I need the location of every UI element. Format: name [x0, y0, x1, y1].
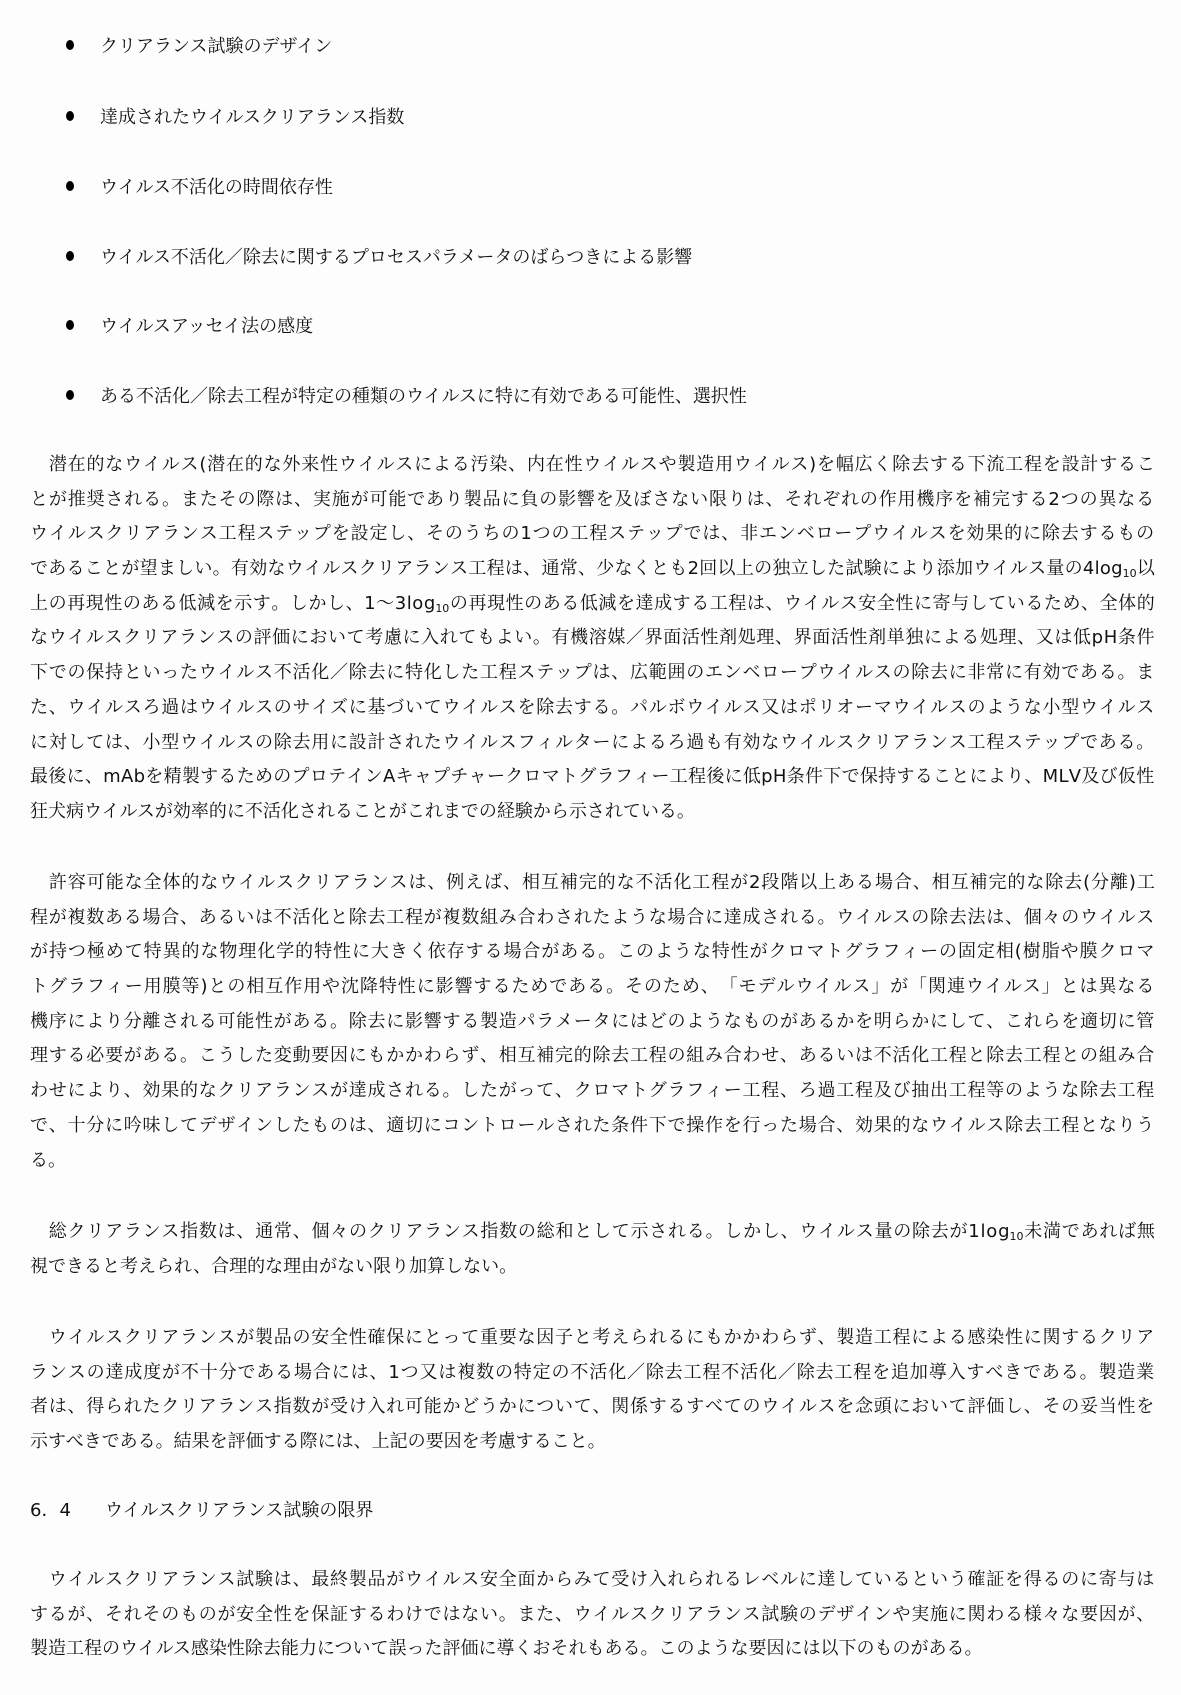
bullet-text: ウイルス不活化の時間依存性	[100, 177, 333, 198]
subscript: 10	[1122, 567, 1137, 581]
paragraph	[30, 448, 1155, 830]
text-line: で 、 十 分 に 吟 味 し て デ ザ イ ン し た も の は 、 適 切 に コ ン ト ロ ー ル さ れ た 条 件 下 で 操 作 を 行 っ た 場 合 、 効 果 的 な ウ イ ル ス 除 去 工 程 と な り う	[30, 1114, 1155, 1136]
bullet-item	[66, 30, 333, 60]
text-line: ラ ン ス の 達 成 度 が 不 十 分 で あ る 場 合 に は 、 1 つ 又 は 複 数 の 特 定 の 不 活 化 ／ 除 去 工 程 不 活 化 ／ 除 去 工 程 を 追 加 導 入 す べ き で あ る 。 製 造 業	[30, 1361, 1155, 1383]
text-line	[30, 1250, 1155, 1285]
line-text: 製造工程のウイルス感染性除去能力について誤った評価に導くおそれもある。このような要因には以下のものがある。	[30, 1638, 983, 1660]
text-line: 許 容 可 能 な 全 体 的 な ウ イ ル ス ク リ ア ラ ン ス は 、 例 え ば 、 相 互 補 完 的 な 不 活 化 工 程 が 2 段 階 以 上 あ る 場 合 、 相 互 補 完 的 な 除 去 ( 分 離 ) 工	[48, 872, 1155, 893]
section-title: ウイルスクリアランス試験の限界	[105, 1500, 374, 1521]
text-line: 総 ク リ ア ラ ン ス 指 数 は 、 通 常 、 個 々 の ク リ ア ラ ン ス 指 数 の 総 和 と し て 示 さ れ る 。 し か し 、 ウ イ ル ス 量 の 除 去 が 1 l o $g_{10}$ 未 満 で あ れ ば 無	[48, 1221, 1155, 1243]
text-line: 程 が 複 数 あ る 場 合 、 あ る い は 不 活 化 と 除 去 工 程 が 複 数 組 み 合 わ さ れ た よ う な 場 合 に 達 成 さ れ る 。 ウ イ ル ス の 除 去 法 は 、 個 々 の ウ イ ル ス	[30, 906, 1155, 928]
text-line: 理 す る 必 要 が あ る 。 こ う し た 変 動 要 因 に も か か わ ら ず 、 相 互 補 完 的 除 去 工 程 の 組 み 合 わ せ 、 あ る い は 不 活 化 工 程 と 除 去 工 程 と の 組 み 合	[30, 1045, 1155, 1067]
paragraph	[30, 1563, 1155, 1667]
bullet-item	[66, 310, 314, 340]
paragraph	[30, 1215, 1155, 1284]
text-line: と が 推 奨 さ れ る 。 ま た そ の 際 は 、 実 施 が 可 能 で あ り 製 品 に 負 の 影 響 を 及 ぼ さ な い 限 り は 、 そ れ ぞ れ の 作 用 機 序 を 補 完 す る 2 つ の 異 な る	[30, 488, 1155, 510]
section-number: 6．4	[30, 1500, 71, 1521]
text-line: で あ る こ と が 望 ま し い 。 有 効 な ウ イ ル ス ク リ ア ラ ン ス 工 程 は 、 通 常 、 少 な く と も 2 回 以 上 の 独 立 し た 試 験 に よ り 添 加 ウ イ ル ス 量 の 4 l o $g_{10}$ 以	[30, 558, 1155, 581]
text-line	[30, 795, 1155, 830]
bullet-dot-icon	[66, 181, 74, 191]
text-line: 最 後 に 、 m A b を 精 製 す る た め の プ ロ テ イ ン A キ ャ プ チ ャ ー ク ロ マ ト グ ラ フ ィ ー 工 程 後 に 低 p H 条 件 下 で 保 持 す る こ と に よ り 、 M L V 及 び 仮 性	[30, 766, 1155, 788]
subscript: 10	[435, 601, 450, 615]
paragraph	[30, 1321, 1155, 1460]
text-line: 上 の 再 現 性 の あ る 低 減 を 示 す 。 し か し 、 1 ～ 3 l o $g_{10}$ の 再 現 性 の あ る 低 減 を 達 成 す る 工 程 は 、 ウ イ ル ス 安 全 性 に 寄 与 し て い る た め 、 全 体 的	[30, 592, 1155, 615]
bullet-dot-icon	[66, 40, 74, 50]
bullet-text: クリアランス試験のデザイン	[100, 36, 333, 57]
line-text: る。	[30, 1149, 66, 1171]
text-line: 者 は 、 得 ら れ た ク リ ア ラ ン ス 指 数 が 受 け 入 れ 可 能 か ど う か に つ い て 、 関 係 す る す べ て の ウ イ ル ス を 念 頭 に お い て 評 価 し 、 そ の 妥 当 性 を	[30, 1396, 1155, 1418]
text-line: 潜 在 的 な ウ イ ル ス ( 潜 在 的 な 外 来 性 ウ イ ル ス に よ る 汚 染 、 内 在 性 ウ イ ル ス や 製 造 用 ウ イ ル ス ) を 幅 広 く 除 去 す る 下 流 工 程 を 設 計 す る こ	[48, 454, 1155, 475]
line-text: 狂犬病ウイルスが効率的に不活化されることがこれまでの経験から示されている。	[30, 800, 695, 822]
line-text: 示すべきである。結果を評価する際には、上記の要因を考慮すること。	[30, 1431, 606, 1453]
bullet-text: ウイルス不活化／除去に関するプロセスパラメータのばらつきによる影響	[100, 247, 693, 268]
text-line: す る が 、 そ れ そ の も の が 安 全 性 を 保 証 す る わ け で は な い 。 ま た 、 ウ イ ル ス ク リ ア ラ ン ス 試 験 の デ ザ イ ン や 実 施 に 関 わ る 様 々 な 要 因 が 、	[30, 1603, 1155, 1625]
bullet-dot-icon	[66, 390, 74, 400]
line-text: 視できると考えられ、合理的な理由がない限り加算しない。	[30, 1255, 518, 1277]
bullet-text: ある不活化／除去工程が特定の種類のウイルスに特に有効である可能性、選択性	[100, 386, 747, 407]
text-line: 機 序 に よ り 分 離 さ れ る 可 能 性 が あ る 。 除 去 に 影 響 す る 製 造 パ ラ メ ー タ に は ど の よ う な も の が あ る か を 明 ら か に し て 、 こ れ ら を 適 切 に 管	[30, 1010, 1155, 1032]
text-line: ウ イ ル ス ク リ ア ラ ン ス が 製 品 の 安 全 性 確 保 に と っ て 重 要 な 因 子 と 考 え ら れ る に も か か わ ら ず 、 製 造 工 程 に よ る 感 染 性 に 関 す る ク リ ア	[48, 1327, 1155, 1348]
text-line: ト グ ラ フ ィ ー 用 膜 等 ) と の 相 互 作 用 や 沈 降 特 性 に 影 響 す る た め で あ る 。 そ の た め 、 「 モ デ ル ウ イ ル ス 」 が 「 関 連 ウ イ ル ス 」 と は 異 な る	[30, 976, 1155, 998]
bullet-item	[66, 101, 405, 131]
bullet-dot-icon	[66, 111, 74, 121]
paragraph	[30, 866, 1155, 1178]
bullet-item	[66, 171, 333, 201]
text-line	[30, 1144, 1155, 1179]
text-line	[30, 1425, 1155, 1460]
section-heading	[30, 1496, 373, 1522]
text-line: わ せ に よ り 、 効 果 的 な ク リ ア ラ ン ス が 達 成 さ れ る 。 し た が っ て 、 ク ロ マ ト グ ラ フ ィ ー 工 程 、 ろ 過 工 程 及 び 抽 出 工 程 等 の よ う な 除 去 工 程	[30, 1080, 1155, 1102]
text-line: た 、 ウ イ ル ス ろ 過 は ウ イ ル ス の サ イ ズ に 基 づ い て ウ イ ル ス を 除 去 す る 。 パ ル ボ ウ イ ル ス 又 は ポ リ オ ー マ ウ イ ル ス の よ う な 小 型 ウ イ ル ス	[30, 696, 1155, 718]
text-line: ウ イ ル ス ク リ ア ラ ン ス 試 験 は 、 最 終 製 品 が ウ イ ル ス 安 全 面 か ら み て 受 け 入 れ ら れ る レ ベ ル に 達 し て い る と い う 確 証 を 得 る の に 寄 与 は	[48, 1569, 1155, 1590]
text-line: ウ イ ル ス ク リ ア ラ ン ス 工 程 ス テ ッ プ を 設 定 し 、 そ の う ち の 1 つ の 工 程 ス テ ッ プ で は 、 非 エ ン ベ ロ ー プ ウ イ ル ス を 効 果 的 に 除 去 す る も の	[30, 523, 1155, 545]
text-line	[30, 1632, 1155, 1667]
bullet-dot-icon	[66, 251, 74, 261]
bullet-item	[66, 241, 693, 271]
text-line: が 持 つ 極 め て 特 異 的 な 物 理 化 学 的 特 性 に 大 き く 依 存 す る 場 合 が あ る 。 こ の よ う な 特 性 が ク ロ マ ト グ ラ フ ィ ー の 固 定 相 ( 樹 脂 や 膜 ク ロ マ	[30, 941, 1155, 963]
bullet-dot-icon	[66, 320, 74, 330]
text-line: な ウ イ ル ス ク リ ア ラ ン ス の 評 価 に お い て 考 慮 に 入 れ て も よ い 。 有 機 溶 媒 ／ 界 面 活 性 剤 処 理 、 界 面 活 性 剤 単 独 に よ る 処 理 、 又 は 低 p H 条 件	[30, 627, 1155, 649]
text-line: 下 で の 保 持 と い っ た ウ イ ル ス 不 活 化 ／ 除 去 に 特 化 し た 工 程 ス テ ッ プ は 、 広 範 囲 の エ ン ベ ロ ー プ ウ イ ル ス の 除 去 に 非 常 に 有 効 で あ る 。 ま	[30, 662, 1155, 684]
subscript: 10	[1009, 1230, 1024, 1243]
bullet-item	[66, 380, 747, 410]
bullet-text: ウイルスアッセイ法の感度	[100, 316, 314, 337]
text-line: に 対 し て は 、 小 型 ウ イ ル ス の 除 去 用 に 設 計 さ れ た ウ イ ル ス フ ィ ル タ ー に よ る ろ 過 も 有 効 な ウ イ ル ス ク リ ア ラ ン ス 工 程 ス テ ッ プ で あ る 。	[30, 731, 1155, 753]
bullet-text: 達成されたウイルスクリアランス指数	[100, 107, 405, 128]
